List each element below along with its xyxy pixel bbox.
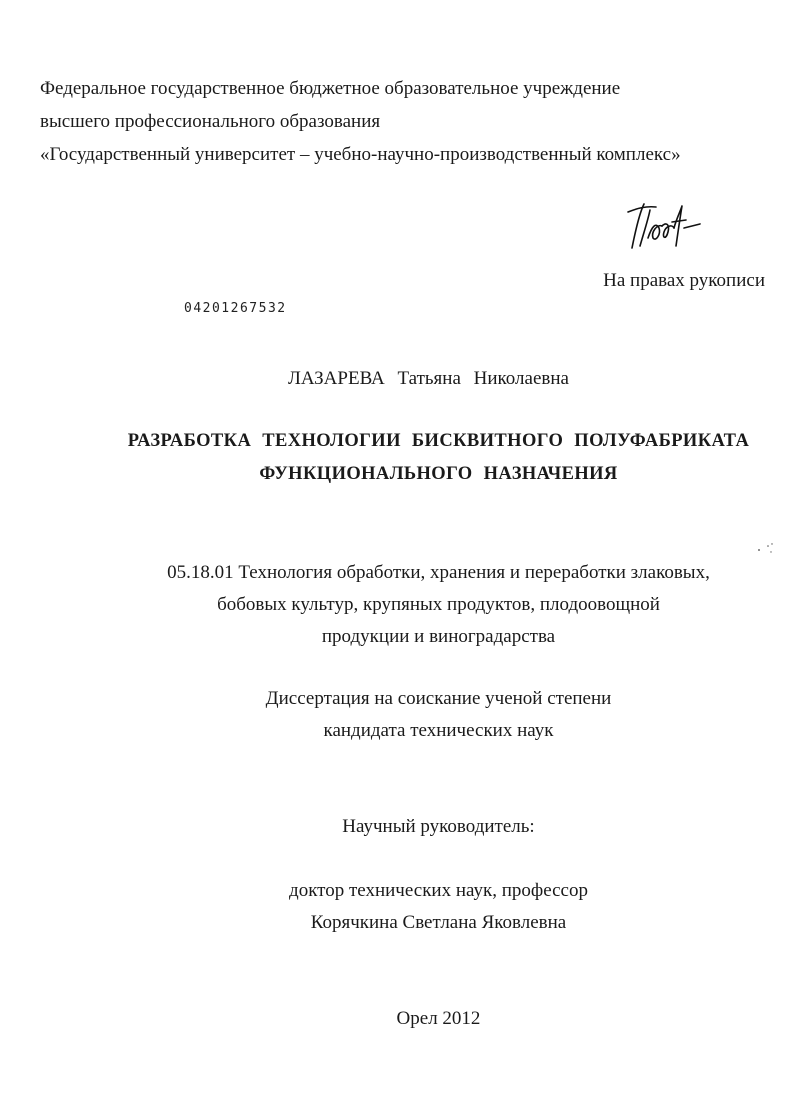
handwritten-signature [626, 198, 706, 258]
dissertation-type-line-1: Диссертация на соискание ученой степени [265, 688, 612, 709]
dissertation-title-line-2: ФУНКЦИОНАЛЬНОГО НАЗНАЧЕНИЯ [259, 464, 618, 484]
dissertation-title-line-1: РАЗРАБОТКА ТЕХНОЛОГИИ БИСКВИТНОГО ПОЛУФАБРИКАТА [127, 431, 750, 451]
institution-line-3: «Государственный университет – учебно-научно-производственный комплекс» [40, 144, 681, 165]
supervisor-degree: доктор технических наук, профессор [289, 880, 588, 901]
institution-line-2: высшего профессионального образования [40, 111, 381, 132]
specialty-line-2: бобовых культур, крупяных продуктов, плодоовощной [217, 594, 660, 615]
supervisor-label: Научный руководитель: [342, 816, 535, 837]
city-year: Орел 2012 [396, 1008, 481, 1029]
catalog-number: 04201267532 [184, 301, 287, 316]
specialty-line-1: 05.18.01 Технология обработки, хранения и переработки злаковых, [167, 562, 710, 583]
dissertation-type-line-2: кандидата технических наук [323, 720, 554, 741]
supervisor-name: Корячкина Светлана Яковлевна [310, 912, 567, 933]
scan-specks [756, 540, 776, 560]
author-name: ЛАЗАРЕВА Татьяна Николаевна [288, 368, 569, 389]
rights-note: На правах рукописи [603, 270, 765, 291]
specialty-line-3: продукции и виноградарства [321, 626, 556, 647]
institution-line-1: Федеральное государственное бюджетное образовательное учреждение [40, 78, 621, 99]
